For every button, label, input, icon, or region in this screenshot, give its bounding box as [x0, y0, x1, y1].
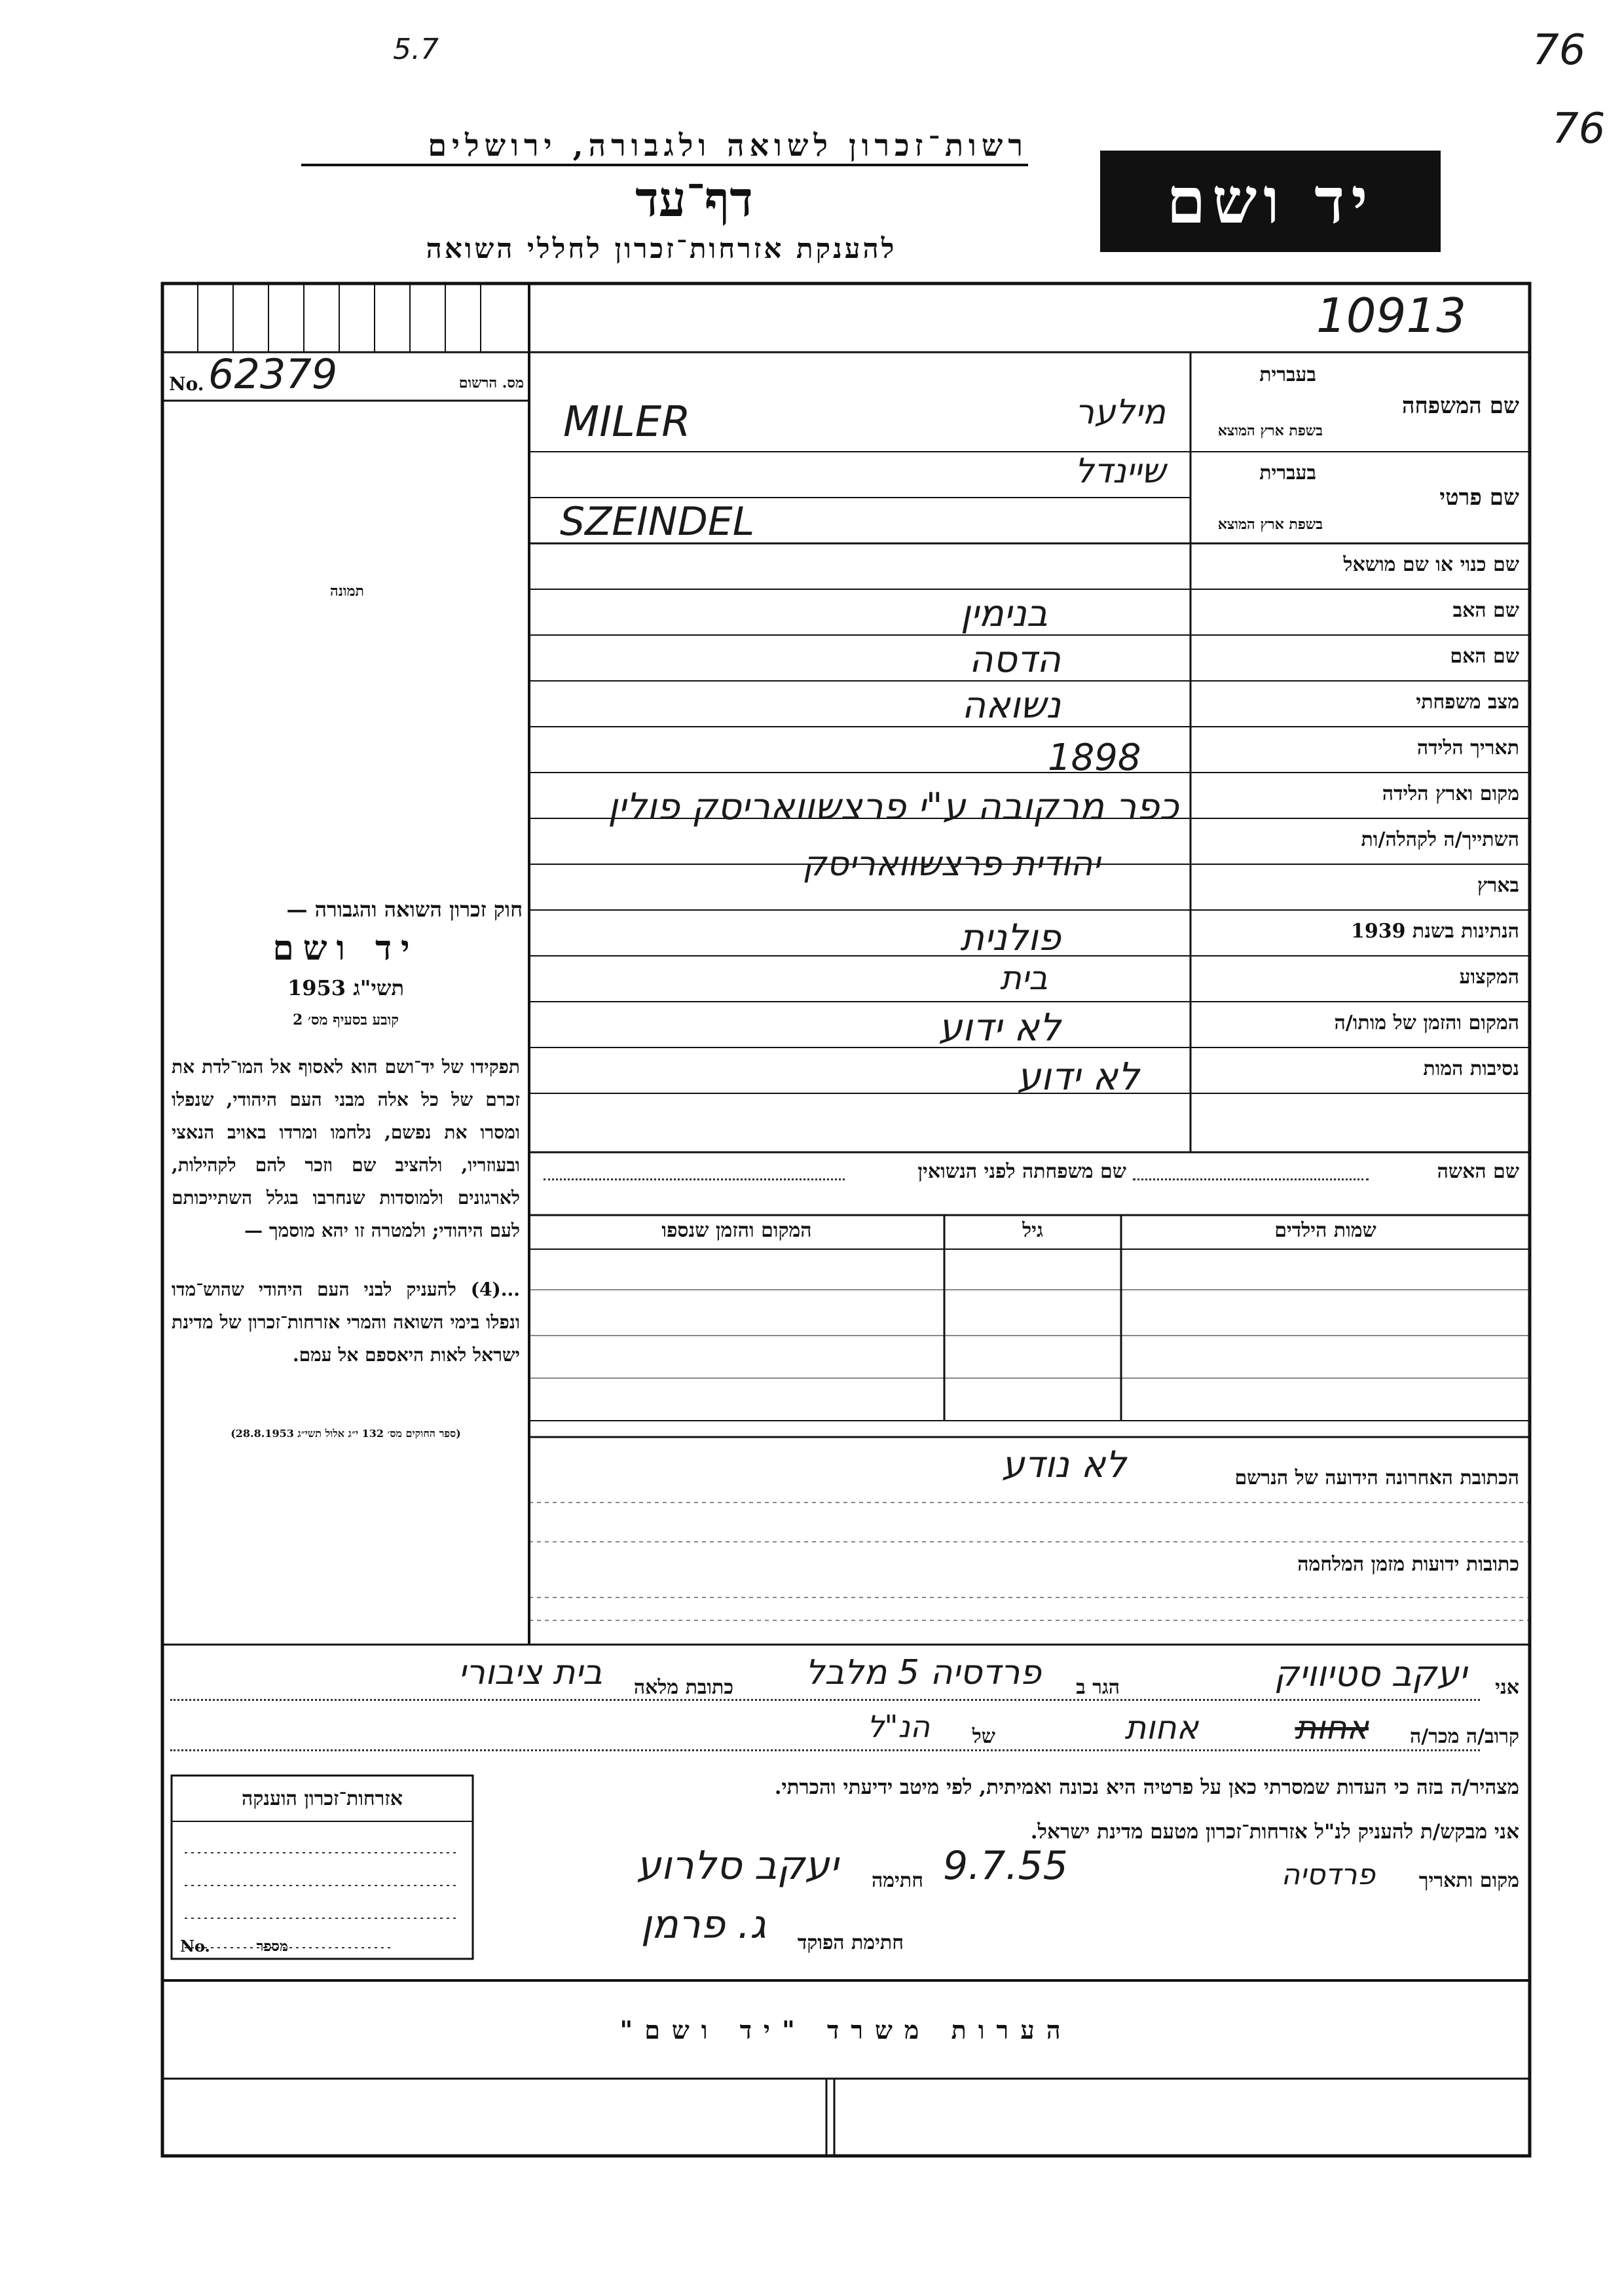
value-first-hebrew: שיינדל: [1075, 452, 1166, 491]
value-mother: הדסה: [969, 638, 1061, 681]
value-birth-place: כפר מרקובה ע"י פרצשוואריסק פולין: [608, 786, 1179, 828]
label-first-hebrew: בעברית: [1259, 462, 1316, 484]
decl-of-value: הנ"ל: [867, 1709, 930, 1744]
label-family-hebrew: בעברית: [1259, 363, 1316, 386]
label-first-origin: בשפת ארץ המוצא: [1217, 516, 1323, 533]
decl-line-1: [170, 1699, 1480, 1701]
label-death-circumstances: נסיבות המות: [1423, 1057, 1519, 1080]
value-family-origin: MILER: [563, 398, 691, 446]
registration-prefix: No.: [169, 373, 204, 395]
corner-mark-right-2: 76: [1552, 105, 1606, 153]
decl-of-label: של: [972, 1725, 995, 1748]
children-header-age: גיל: [1022, 1219, 1043, 1242]
label-profession: המקצוע: [1459, 966, 1519, 989]
decl-resides: פרדסיה 5 מלבל: [805, 1653, 1041, 1692]
value-death-circumstances: לא ידוע: [1017, 1054, 1139, 1099]
value-citizenship-1939: פולנית: [960, 917, 1061, 959]
decl-relation-strike: אחות: [1295, 1709, 1369, 1747]
label-nickname: שם כנוי או שם מושאל: [1343, 553, 1519, 576]
yad-vashem-logo: יד ושם: [1166, 164, 1375, 238]
decl-request: אני מבקש/ת להעניק לנ"ל אזרחות־זכרון מטעם מדינת ישראל.: [1030, 1820, 1519, 1844]
value-profession: בית: [1000, 959, 1048, 997]
label-last-address: הכתובת האחרונה הידועה של הנרשם: [1234, 1467, 1519, 1489]
law-paragraph-1: תפקידו של יד־ושם הוא לאסוף אל המו־לדת את זכרם של כל אלה מבני העם היהודי, שנפלו ומסרו את נפשם, נלחמו ומרדו באויב הנאצי ובעוזריו, ולהציב שם וזכר להם לקהילות, לארגונים ולמוסדות שנחרבו בגלל השתייכותם לעם היהודי; ולמטרה זו יהא מוסמך —: [172, 1056, 520, 1241]
photo-label: תמונה: [330, 583, 364, 600]
label-family-name: שם המשפחה: [1401, 393, 1519, 419]
label-spouse: שם האשה: [1437, 1160, 1519, 1183]
value-birth-date: 1898: [1048, 737, 1141, 779]
law-clause: קובע בסעיף מס׳ 2: [292, 1011, 399, 1029]
decl-relation-label: קרוב/ה מכר/ה: [1410, 1725, 1519, 1748]
registration-label: מס. הרשום: [458, 374, 524, 392]
label-spouse-maiden: שם משפחתה לפני הנשואין: [917, 1160, 1126, 1183]
law-citation: (ספר החוקים מס׳ 132 י״ג אלול תשי״ג 28.8.1953): [231, 1427, 461, 1440]
decl-relation: אחות: [1124, 1709, 1198, 1747]
decl-place-date-label: מקום ותאריך: [1418, 1869, 1519, 1892]
value-last-address: לא נודע: [1001, 1444, 1126, 1486]
value-family-hebrew: מילער: [1075, 393, 1166, 432]
label-mother: שם האם: [1450, 645, 1519, 668]
value-marital: נשואה: [961, 684, 1061, 727]
label-birth-place: מקום וארץ הלידה: [1382, 782, 1519, 805]
law-paragraph-2: ...(4) להעניק לבני העם היהודי שהוש־מדו ונפלו בימי השואה והמרי אזרחות־זכרון של מדינת ישראל לאות היאספם אל עמם.: [172, 1279, 520, 1366]
decl-name: יעקב סטיוויק: [1274, 1653, 1467, 1694]
corner-mark-right-1: 76: [1532, 26, 1586, 75]
sheet-number: 10913: [1316, 288, 1467, 343]
value-father: בנימין: [960, 592, 1048, 635]
value-community: יהודית פרצשוואריסק: [802, 845, 1100, 884]
office-notes-heading: הערות משרד "יד ושם": [619, 2015, 1073, 2045]
citizenship-box-no: No.: [180, 1937, 210, 1956]
law-year: תשי"ג 1953: [287, 975, 404, 1000]
form-subtitle: להענקת אזרחות־זכרון לחללי השואה: [426, 232, 897, 264]
spouse-line: [1133, 1178, 1369, 1180]
decl-full-address: בית ציבורי: [458, 1653, 602, 1692]
law-name: יד ושם: [272, 928, 419, 968]
decl-date: 9.7.55: [943, 1843, 1068, 1889]
form-title: דף־עד: [635, 172, 753, 228]
authority-heading: רשות־זכרון לשואה ולגבורה, ירושלים: [428, 128, 1028, 163]
decl-full-address-label: כתובת מלאה: [633, 1676, 733, 1699]
label-family-origin: בשפת ארץ המוצא: [1217, 422, 1323, 439]
label-death-place-time: המקום והזמן של מותו/ה: [1334, 1011, 1519, 1034]
decl-officer-label: חתימת הפוקד: [797, 1931, 904, 1954]
citizenship-box-title: אזרחות־זכרון הוענקה: [241, 1787, 403, 1810]
decl-place: פרדסיה: [1281, 1858, 1375, 1891]
decl-statement: מצהיר/ה בזה כי העדות שמסרתי כאן על פרטיה היא נכונה ואמיתית, לפי מיטב ידיעתי והכרתי.: [774, 1776, 1519, 1799]
decl-officer-signature: ג. פרמן: [640, 1902, 766, 1948]
registration-number: 62379: [208, 350, 338, 398]
children-header-place: המקום והזמן שנספו: [661, 1219, 812, 1242]
label-citizenship-1939: הנתינות בשנת 1939: [1350, 920, 1519, 943]
decl-resides-label: הגר ב: [1076, 1676, 1120, 1699]
spouse-maiden-line: [544, 1178, 845, 1180]
decl-i-label: אני: [1495, 1676, 1519, 1699]
label-community: השתייך/ה לקהלה/ות: [1361, 828, 1519, 851]
decl-signature: יעקב סלרוע: [636, 1843, 838, 1889]
children-header-names: שמות הילדים: [1274, 1219, 1376, 1242]
law-heading: חוק זכרון השואה והגבורה —: [286, 897, 523, 922]
label-father: שם האב: [1452, 599, 1519, 622]
label-country: בארץ: [1477, 874, 1519, 897]
label-birth-date: תאריך הלידה: [1416, 737, 1519, 759]
citizenship-box-number-label: מספר: [256, 1938, 288, 1955]
decl-line-2: [170, 1749, 1480, 1751]
value-death-place-time: לא ידוע: [938, 1005, 1061, 1049]
value-first-origin: SZEINDEL: [560, 499, 755, 545]
label-war-addresses: כתובות ידועות מזמן המלחמה: [1297, 1553, 1519, 1576]
label-marital: מצב משפחתי: [1416, 691, 1519, 714]
corner-mark-left: 5.7: [393, 33, 439, 66]
decl-signature-label: חתימה: [872, 1869, 923, 1892]
label-first-name: שם פרטי: [1439, 484, 1519, 511]
